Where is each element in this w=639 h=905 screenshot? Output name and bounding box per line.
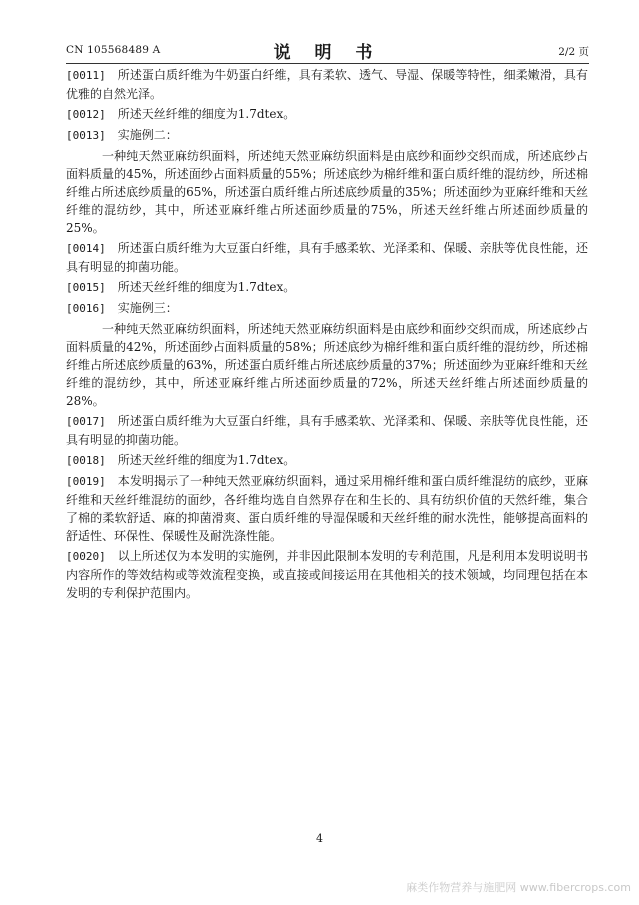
- header-rule: [66, 63, 589, 64]
- paragraph-text: 所述天丝纤维的细度为1.7dtex。: [117, 453, 296, 467]
- paragraph-number: [0012]: [66, 108, 106, 121]
- paragraph-number: [0020]: [66, 550, 106, 563]
- paragraph-text: 所述蛋白质纤维为大豆蛋白纤维，具有手感柔软、光泽柔和、保暖、亲肤等优良性能，还具有明显的抑菌功能。: [66, 414, 588, 447]
- paragraph-0015: [66, 278, 588, 297]
- document-number: CN 105568489 A: [66, 44, 161, 56]
- paragraph-text: 所述蛋白质纤维为牛奶蛋白纤维，具有柔软、透气、导湿、保暖等特性，细柔嫩滑，具有优雅的自然光泽。: [66, 68, 588, 101]
- site-watermark: 麻类作物营养与施肥网 www.fibercrops.com: [406, 881, 631, 894]
- paragraph-0013-body: 一种纯天然亚麻纺织面料，所述纯天然亚麻纺织面料是由底纱和面纱交织而成，所述底纱占面料质量的45%，所述面纱占面料质量的55%；所述底纱为棉纤维和蛋白质纤维的混纺纱，所述棉纤维占所述底纱质量的65%，所述蛋白质纤维占所述底纱质量的35%；所述面纱为亚麻纤维和天丝纤维的混纺纱，其中，所述亚麻纤维占所述面纱质量的75%，所述天丝纤维占所述面纱质量的25%。: [66, 149, 588, 235]
- page-ratio: 2/2 页: [558, 46, 589, 58]
- page-number: 4: [316, 832, 323, 845]
- paragraph-0016-body: 一种纯天然亚麻纺织面料，所述纯天然亚麻纺织面料是由底纱和面纱交织而成，所述底纱占面料质量的42%，所述面纱占面料质量的58%；所述底纱为棉纤维和蛋白质纤维的混纺纱，所述棉纤维占所述底纱质量的63%，所述蛋白质纤维占所述底纱质量的37%；所述面纱为亚麻纤维和天丝纤维的混纺纱，其中，所述亚麻纤维占所述面纱质量的72%，所述天丝纤维占所述面纱质量的28%。: [66, 322, 588, 408]
- document-body: [66, 66, 588, 604]
- paragraph-text: 以上所述仅为本发明的实施例，并非因此限制本发明的专利范围，凡是利用本发明说明书内容所作的等效结构或等效流程变换，或直接或间接运用在其他相关的技术领域，均同理包括在本发明的专利保护范围内。: [66, 549, 588, 600]
- paragraph-0014: [66, 239, 588, 276]
- paragraph-number: [0015]: [66, 281, 106, 294]
- paragraph-text: 所述天丝纤维的细度为1.7dtex。: [117, 280, 296, 294]
- paragraph-number: [0016]: [66, 302, 106, 315]
- paragraph-number: [0014]: [66, 242, 106, 255]
- paragraph-number: [0017]: [66, 415, 106, 428]
- paragraph-number: [0018]: [66, 454, 106, 467]
- paragraph-number: [0013]: [66, 129, 106, 142]
- paragraph-heading: 实施例二：: [117, 128, 178, 142]
- paragraph-number: [0011]: [66, 69, 106, 82]
- paragraph-0020: [66, 547, 588, 602]
- paragraph-text: 所述蛋白质纤维为大豆蛋白纤维，具有手感柔软、光泽柔和、保暖、亲肤等优良性能，还具有明显的抑菌功能。: [66, 241, 588, 274]
- paragraph-heading: 实施例三：: [117, 301, 178, 315]
- document-title: 说 明 书: [273, 43, 382, 63]
- paragraph-0016: [66, 299, 588, 318]
- paragraph-text: 本发明揭示了一种纯天然亚麻纺织面料，通过采用棉纤维和蛋白质纤维混纺的底纱，亚麻纤维和天丝纤维混纺的面纱，各纤维均选自自然界存在和生长的、具有纺织价值的天然纤维，集合了棉的柔软舒适、麻的抑菌滑爽、蛋白质纤维的导湿保暖和天丝纤维的耐水洗性，能够提高面料的舒适性、环保性、保暖性及耐洗涤性能。: [66, 474, 588, 543]
- paragraph-0012: [66, 105, 588, 124]
- paragraph-0013: [66, 126, 588, 145]
- paragraph-number: [0019]: [66, 475, 106, 488]
- paragraph-0018: [66, 451, 588, 470]
- paragraph-0011: [66, 66, 588, 103]
- paragraph-0017: [66, 412, 588, 449]
- paragraph-text: 所述天丝纤维的细度为1.7dtex。: [117, 107, 296, 121]
- page-header: [66, 38, 589, 62]
- paragraph-0019: [66, 472, 588, 545]
